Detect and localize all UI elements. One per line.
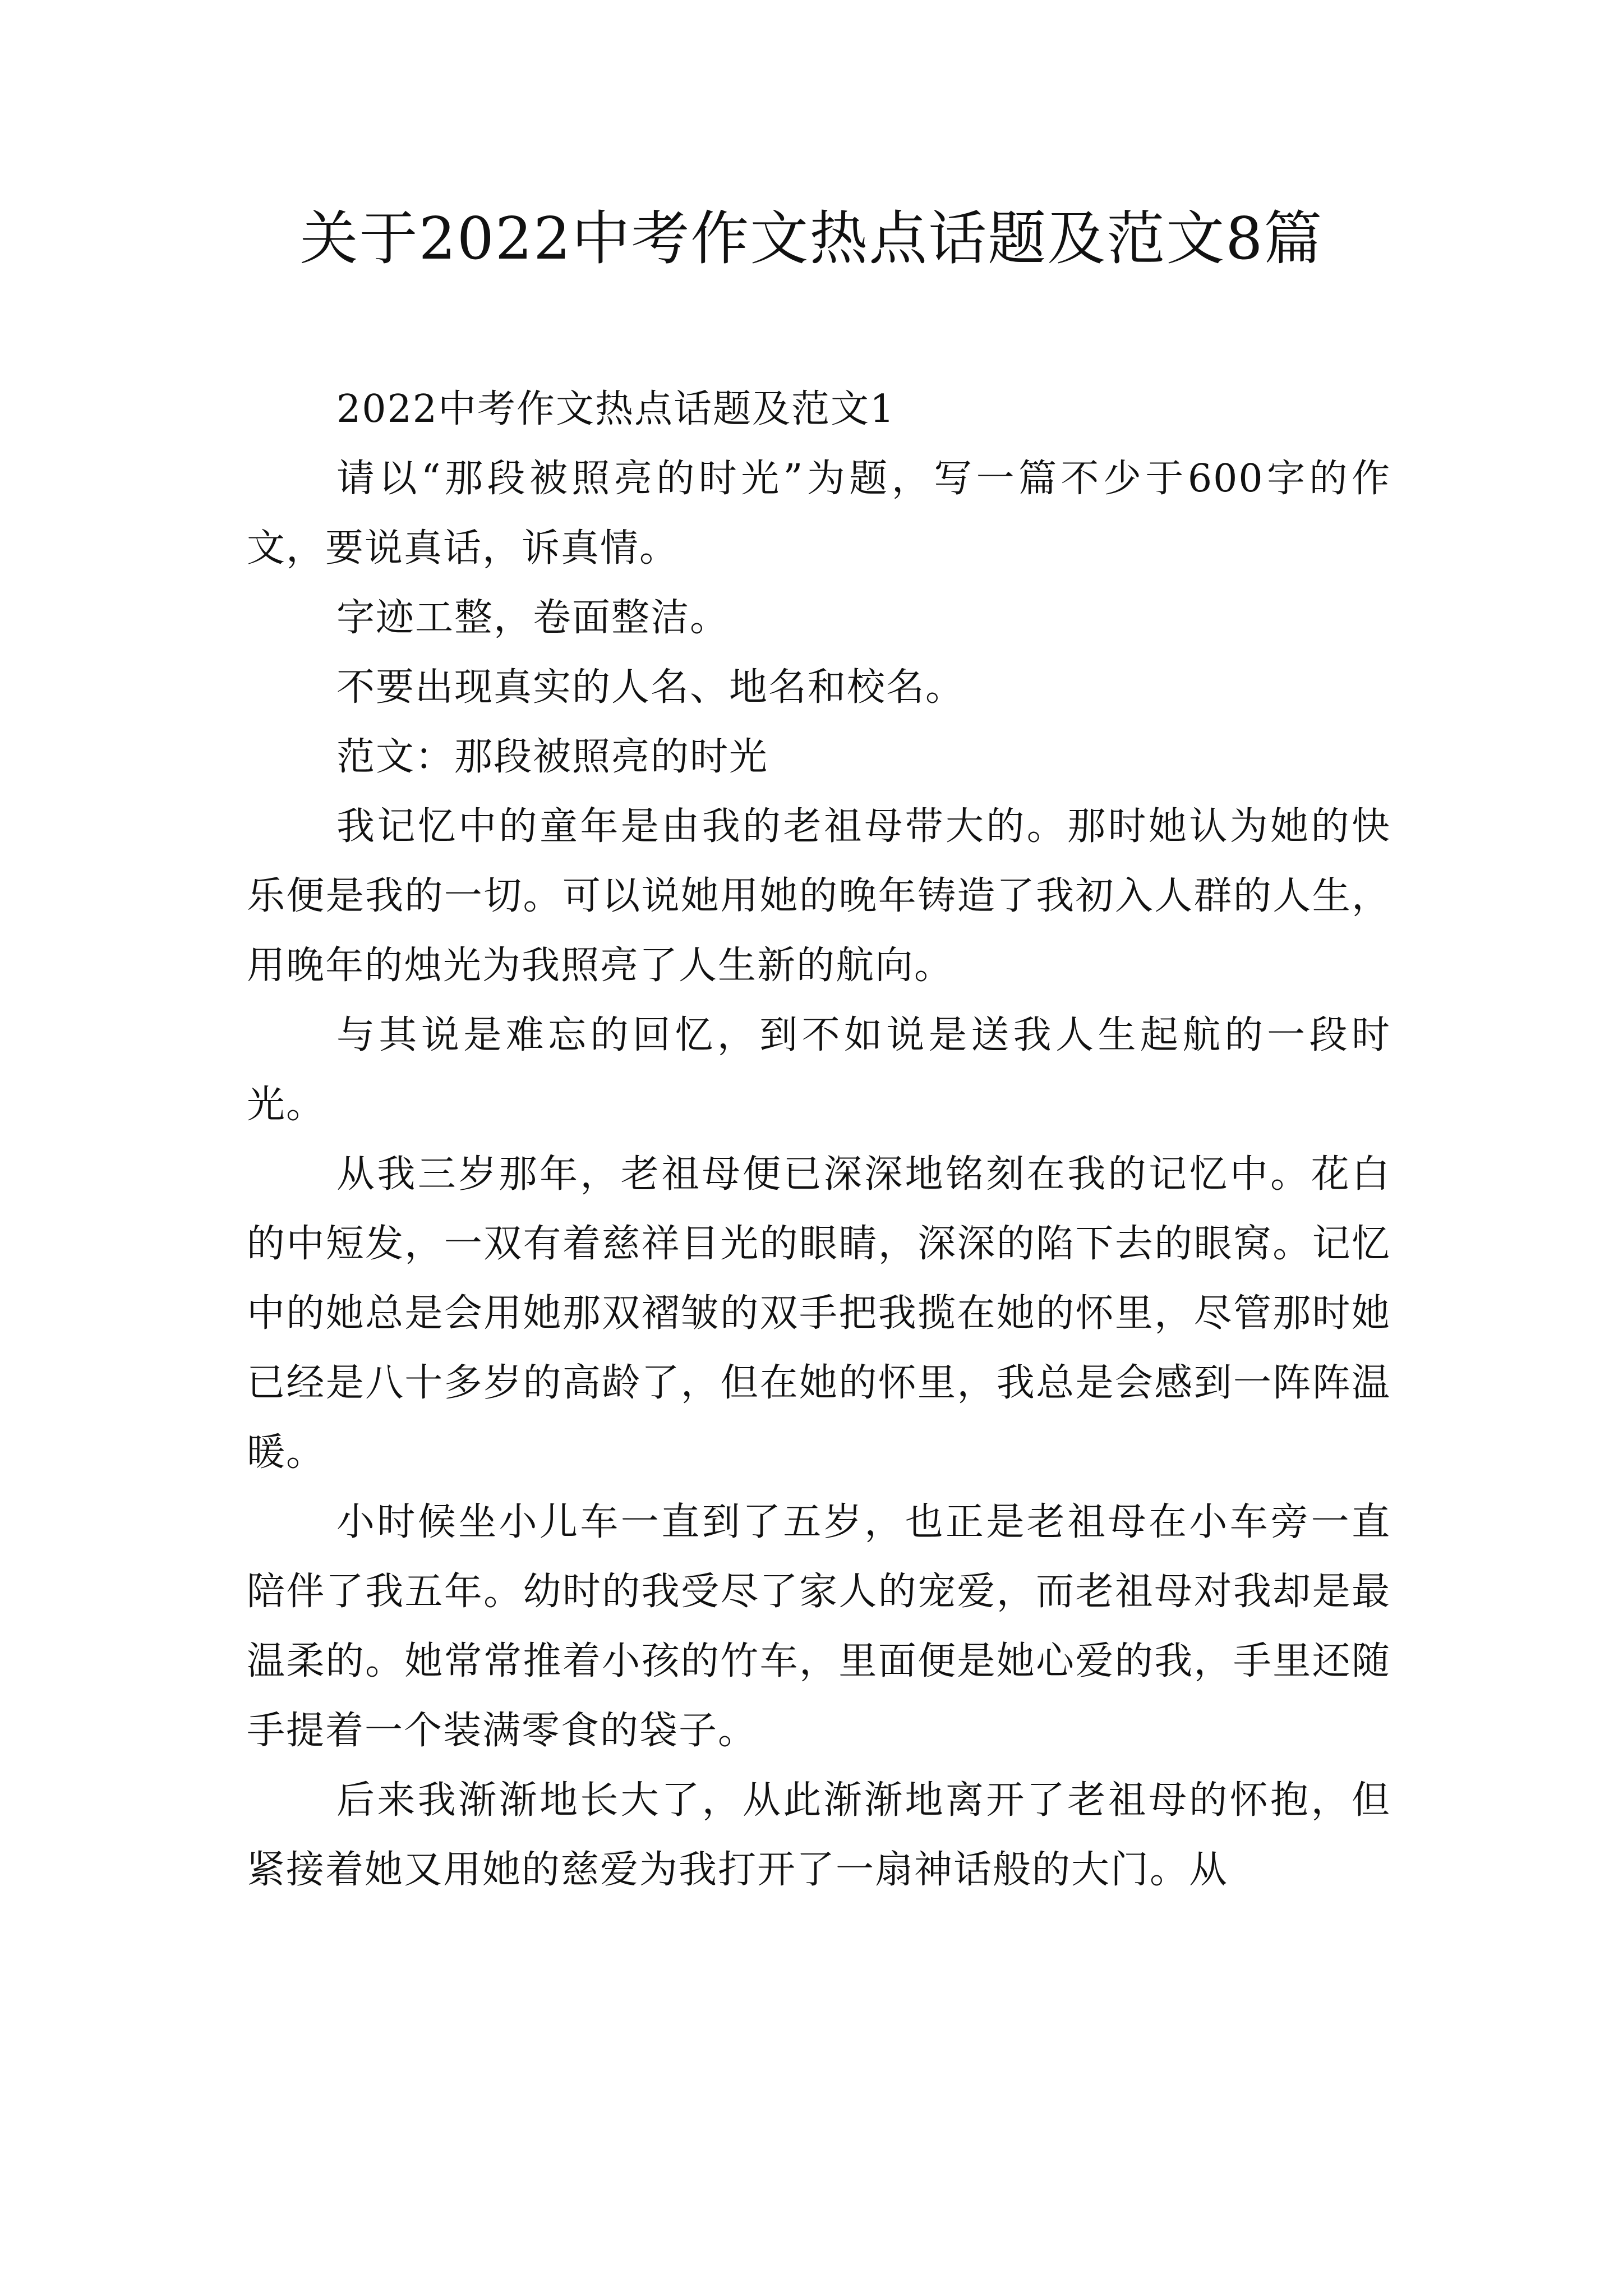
paragraph-heading-1: 2022中考作文热点话题及范文1 (336, 387, 896, 431)
document-body (247, 375, 1391, 1905)
paragraph-essay-3: 从我三岁那年，老祖母便已深深地铭刻在我的记忆中。花白的中短发，一双有着慈祥目光的眼睛，深深的陷下去的眼窝。记忆中的她总是会用她那双褶皱的双手把我揽在她的怀里，尽管那时她已经是八十多岁的高龄了，但在她的怀里，我总是会感到一阵阵温暖。 (247, 1152, 1391, 1475)
paragraph-essay-5: 后来我渐渐地长大了，从此渐渐地离开了老祖母的怀抱，但紧接着她又用她的慈爱为我打开了一扇神话般的大门。从 (247, 1778, 1391, 1892)
paragraph-requirement-names: 不要出现真实的人名、地名和校名。 (336, 665, 965, 710)
paragraph-sample-title: 范文：那段被照亮的时光 (336, 735, 769, 779)
paragraph-essay-4: 小时候坐小儿车一直到了五岁，也正是老祖母在小车旁一直陪伴了我五年。幼时的我受尽了家人的宠爱，而老祖母对我却是最温柔的。她常常推着小孩的竹车，里面便是她心爱的我，手里还随手提着一个装满零食的袋子。 (247, 1500, 1391, 1753)
paragraph-essay-2: 与其说是难忘的回忆，到不如说是送我人生起航的一段时光。 (247, 1013, 1391, 1127)
paragraph-essay-1: 我记忆中的童年是由我的老祖母带大的。那时她认为她的快乐便是我的一切。可以说她用她的晚年铸造了我初入人群的人生，用晚年的烛光为我照亮了人生新的航向。 (247, 804, 1391, 988)
paragraph-prompt: 请以“那段被照亮的时光”为题，写一篇不少于600字的作文，要说真话，诉真情。 (247, 457, 1391, 570)
paragraph-requirement-handwriting: 字迹工整，卷面整洁。 (336, 596, 730, 640)
document-title: 关于2022中考作文热点话题及范文8篇 (299, 204, 1324, 273)
